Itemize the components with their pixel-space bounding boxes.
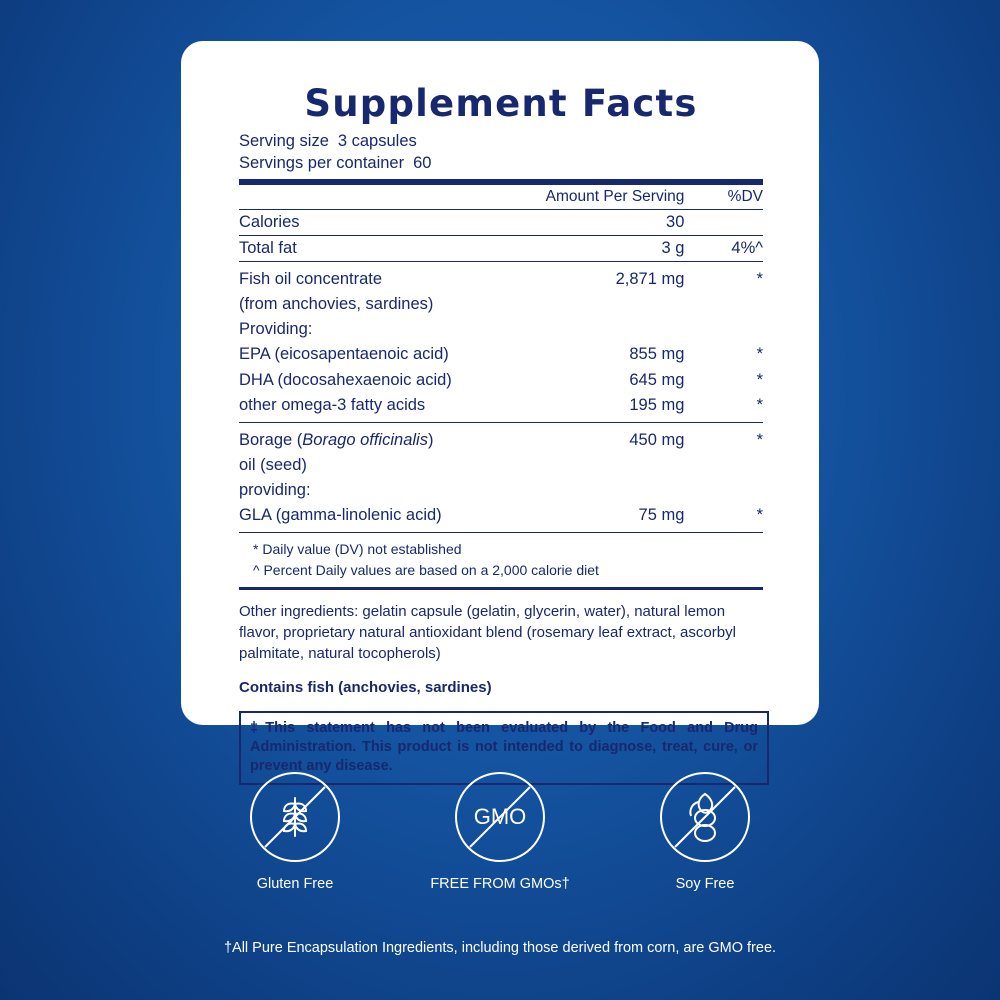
row-amount: 645 mg	[629, 370, 685, 389]
row-amount	[543, 317, 684, 342]
row-name: oil (seed)	[239, 455, 307, 474]
footnote-dv: * Daily value (DV) not established	[253, 541, 462, 558]
row-dv: 4%^	[684, 236, 763, 262]
table-row	[239, 393, 763, 423]
row-name: EPA (eicosapentaenoic acid)	[239, 345, 449, 364]
row-dv: *	[756, 430, 763, 449]
servings-per-container-value: 60	[413, 153, 432, 172]
badge-label: FREE FROM GMOs†	[430, 876, 570, 892]
row-dv: *	[684, 503, 763, 533]
table-row	[239, 317, 763, 342]
supplement-facts-panel	[239, 83, 763, 785]
row-name: (from anchovies, sardines)	[239, 295, 434, 314]
contains-allergens: Contains fish (anchovies, sardines)	[239, 678, 492, 696]
table-row	[239, 422, 763, 453]
row-amount: 3 g	[543, 236, 684, 262]
row-name: DHA (docosahexaenoic acid)	[239, 370, 452, 389]
badge-row	[0, 770, 1000, 894]
row-name: Total fat	[239, 236, 543, 262]
borage-prefix: Borage (	[239, 430, 303, 449]
row-dv: *	[756, 370, 763, 389]
bottom-footnote: †All Pure Encapsulation Ingredients, including those derived from corn, are GMO free.	[223, 940, 777, 956]
footnote-calorie: ^ Percent Daily values are based on a 2,000 calorie diet	[253, 561, 599, 578]
table-row	[239, 503, 763, 533]
footnotes	[239, 533, 763, 587]
supplement-facts-card	[181, 41, 819, 774]
row-dv: *	[756, 270, 763, 289]
row-dv	[684, 317, 763, 342]
row-amount	[543, 478, 684, 503]
soy-free-icon	[658, 770, 752, 864]
row-dv: *	[756, 345, 763, 364]
row-name: Calories	[239, 209, 543, 235]
serving-size-value: 3 capsules	[337, 131, 417, 150]
facts-table	[239, 185, 763, 533]
table-row	[239, 342, 763, 367]
table-row	[239, 236, 763, 262]
header-amount: Amount Per Serving	[543, 185, 684, 209]
table-row	[239, 368, 763, 393]
row-dv	[684, 209, 763, 235]
row-amount: 855 mg	[629, 345, 685, 364]
badge-gluten-free	[220, 770, 370, 894]
table-row	[239, 292, 763, 317]
table-row	[239, 209, 763, 235]
page-title: Supplement Facts	[304, 82, 698, 125]
badge-soy-free	[630, 770, 780, 894]
table-header-row	[239, 185, 763, 209]
badge-non-gmo	[425, 770, 575, 894]
table-row	[239, 262, 763, 293]
table-row	[239, 478, 763, 503]
serving-size-label: Serving size	[239, 131, 329, 150]
row-name: providing:	[239, 481, 311, 499]
borage-suffix: )	[427, 430, 434, 449]
row-name	[239, 422, 543, 453]
row-amount: 30	[543, 209, 684, 235]
fda-disclaimer: ‡This statement has not been evaluated by the Food and Drug Administration. This product is not intended to diagnose, treat, cure, or prevent any disease.	[239, 711, 769, 785]
row-dv	[684, 478, 763, 503]
svg-text:GMO: GMO	[473, 804, 527, 829]
gluten-free-icon	[248, 770, 342, 864]
row-amount: 2,871 mg	[615, 270, 685, 289]
row-name: GLA (gamma-linolenic acid)	[239, 503, 543, 533]
row-amount: 75 mg	[543, 503, 684, 533]
header-dv: %DV	[684, 185, 763, 209]
row-name: Fish oil concentrate	[239, 270, 383, 289]
other-ingredients: Other ingredients: gelatin capsule (gelatin, glycerin, water), natural lemon flavor, proprietary natural antioxidant blend (rosemary leaf extract, ascorbyl palmitate, natural tocopherols)	[239, 602, 736, 663]
borage-genus: Borago officinalis	[302, 430, 428, 449]
row-dv	[684, 453, 763, 478]
row-name: Providing:	[239, 320, 313, 339]
servings-per-container-row	[239, 152, 763, 174]
header-blank	[239, 185, 543, 209]
row-dv	[684, 292, 763, 317]
badge-label: Gluten Free	[256, 876, 334, 892]
non-gmo-icon	[453, 770, 547, 864]
row-amount: 195 mg	[543, 393, 684, 423]
row-amount: 450 mg	[629, 430, 685, 449]
row-amount	[543, 453, 684, 478]
divider-bottom	[239, 587, 763, 590]
servings-per-container-label: Servings per container	[239, 153, 405, 172]
row-dv: *	[684, 393, 763, 423]
row-name: other omega-3 fatty acids	[239, 393, 543, 423]
row-amount	[543, 292, 684, 317]
table-row	[239, 453, 763, 478]
serving-size-row	[239, 130, 763, 152]
badge-label: Soy Free	[675, 876, 735, 892]
